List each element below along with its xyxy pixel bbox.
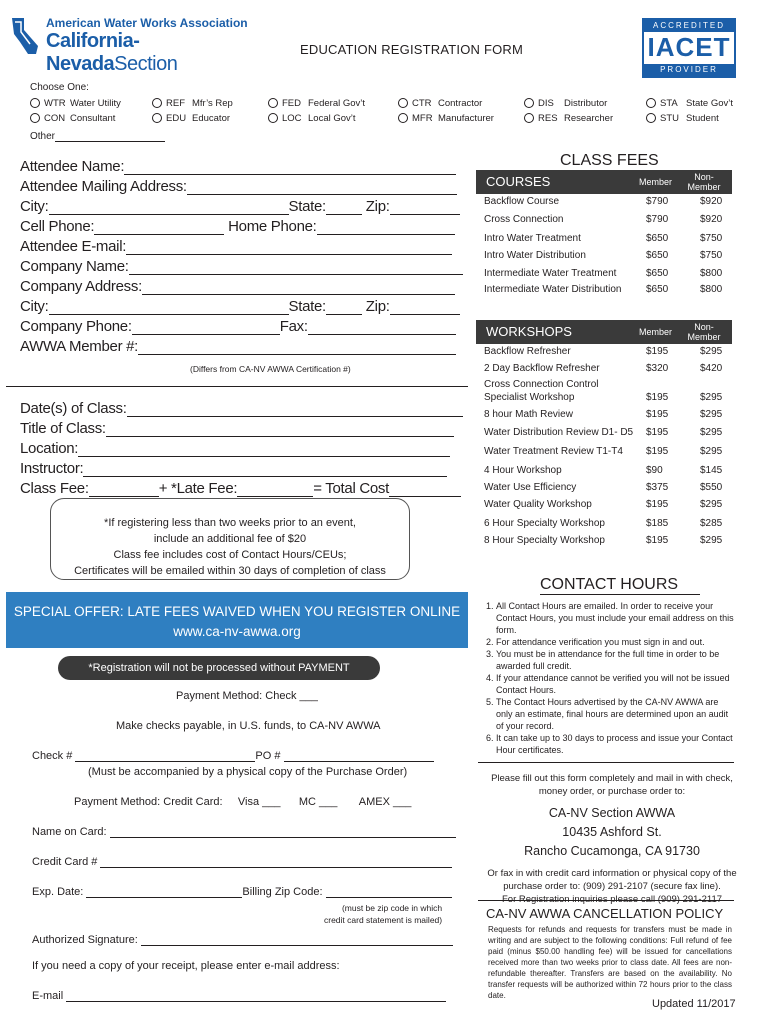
special-offer-banner: SPECIAL OFFER: LATE FEES WAIVED WHEN YOU REGISTER ONLINE www.ca-nv-awwa.org (6, 592, 468, 648)
page-title: EDUCATION REGISTRATION FORM (300, 42, 524, 57)
radio-button[interactable] (268, 98, 278, 108)
affiliation-option-dis[interactable]: DIS Distributor (524, 98, 607, 109)
cancellation-policy-text: Requests for refunds and requests for transfers must be made in writing and are subject to the following conditions: Full refund of fee paid (minus $50.00 handling fee) will be issued for cancellations received more than two weeks prior to class date. All fees are non-refundable thereafter. Transfers are based on the availability. No transfer requests will be authorized within 72 hours prior to the class date. (488, 925, 732, 1000)
org-name: American Water Works Association (46, 16, 248, 30)
radio-button[interactable] (30, 98, 40, 108)
fee-row: Water Distribution Review D1- D5 $195 $295 (484, 427, 723, 438)
other-field[interactable]: Other (30, 130, 165, 142)
radio-button[interactable] (524, 113, 534, 123)
class-location-field[interactable]: Location: (20, 440, 450, 457)
fee-row: 8 hour Math Review $195 $295 (484, 409, 723, 420)
fee-row: Backflow Course $790 $920 (484, 196, 723, 207)
class-fees-title: CLASS FEES (560, 152, 659, 169)
california-nevada-map-icon (10, 16, 40, 56)
contact-hours-item: 5. The Contact Hours advertised by the CA-NV AWWA are only an estimate, final hours are determined upon an audit of your record. (496, 696, 734, 732)
fee-row: Cross Connection Control (484, 379, 599, 390)
nonmember-label: Non- Member (687, 172, 721, 192)
radio-button[interactable] (524, 98, 534, 108)
mailing-instructions: Please fill out this form completely and mail in with check, money order, or purchase order to: CA-NV Section AWWA 10435 Ashford St. Rancho Cucamonga, CA 91730 Or fax in with credit card information or physical copy of the purchase order to: (909) 291-2107 (secure fax line). (487, 773, 737, 892)
affiliation-option-wtr[interactable]: WTR Water Utility (30, 98, 121, 109)
fee-row: Intro Water Distribution $650 $750 (484, 250, 723, 261)
choose-one-label: Choose One: (30, 82, 89, 93)
affiliation-option-loc[interactable]: LOC Local Gov’t (268, 113, 356, 124)
fee-row: Specialist Workshop $195 $295 (484, 392, 723, 403)
affiliation-option-ref[interactable]: REF Mfr’s Rep (152, 98, 233, 109)
amex-option: AMEX ___ (358, 796, 412, 808)
po-note: (Must be accompanied by a physical copy of the Purchase Order) (88, 766, 408, 778)
signature-field[interactable]: Authorized Signature: (32, 934, 453, 946)
class-title-field[interactable]: Title of Class: (20, 420, 454, 437)
fee-row: Water Use Efficiency $375 $550 (484, 482, 723, 493)
affiliation-option-mfr[interactable]: MFR Manufacturer (398, 113, 494, 124)
contact-hours-item: 2. For attendance verification you must sign in and out. (496, 636, 734, 648)
card-number-field[interactable]: Credit Card # (32, 856, 452, 868)
radio-button[interactable] (398, 113, 408, 123)
contact-hours-item: 6. It can take up to 30 days to process and issue your Contact Hour certificates. (496, 732, 734, 756)
company-address-field[interactable]: Company Address: (20, 278, 455, 295)
affiliation-option-res[interactable]: RES Researcher (524, 113, 613, 124)
radio-button[interactable] (30, 113, 40, 123)
affiliation-option-ctr[interactable]: CTR Contractor (398, 98, 482, 109)
payable-note: Make checks payable, in U.S. funds, to CA-NV AWWA (116, 720, 381, 732)
payment-method-check[interactable]: Payment Method: Check ___ (176, 690, 318, 702)
divider (540, 594, 700, 595)
divider (6, 386, 468, 387)
fee-row: Cross Connection $790 $920 (484, 214, 723, 225)
fee-row: 2 Day Backflow Refresher $320 $420 (484, 363, 723, 374)
fee-row: 4 Hour Workshop $90 $145 (484, 465, 723, 476)
contact-hours-list (484, 600, 734, 756)
nonmember-label: Non- Member (687, 322, 721, 342)
contact-hours-item: 3. You must be in attendance for the full time in order to be awarded full credit. (496, 648, 734, 672)
affiliation-option-edu[interactable]: EDU Educator (152, 113, 230, 124)
fee-row: 6 Hour Specialty Workshop $185 $285 (484, 518, 723, 529)
class-instructor-field[interactable]: Instructor: (20, 460, 447, 477)
fee-row: Water Treatment Review T1-T4 $195 $295 (484, 446, 723, 457)
company-phone-row[interactable]: Company Phone: Fax: (20, 318, 456, 335)
radio-button[interactable] (152, 98, 162, 108)
mc-option: MC ___ (298, 796, 338, 808)
class-fee-row[interactable]: Class Fee: + *Late Fee: = Total Cost (20, 480, 461, 497)
awwa-member-field[interactable]: AWWA Member #: (20, 338, 456, 355)
affiliation-option-sta[interactable]: STA State Gov’t (646, 98, 733, 109)
divider (478, 900, 734, 901)
attendee-city-row[interactable]: City: State: Zip: (20, 198, 460, 215)
attendee-phone-row[interactable]: Cell Phone: Home Phone: (20, 218, 455, 235)
receipt-email-field[interactable]: E-mail (32, 990, 446, 1002)
contact-hours-item: 4. If your attendance cannot be verified you will not be issued Contact Hours. (496, 672, 734, 696)
section-name: California-NevadaSection (46, 30, 178, 75)
member-note: (Differs from CA-NV AWWA Certification #) (190, 364, 351, 374)
org-logo (10, 14, 260, 75)
courses-header: COURSES Member Non- Member (476, 170, 732, 194)
radio-button[interactable] (268, 113, 278, 123)
radio-button[interactable] (398, 98, 408, 108)
attendee-name-field[interactable]: Attendee Name: (20, 158, 456, 175)
affiliation-option-fed[interactable]: FED Federal Gov’t (268, 98, 365, 109)
fee-row: 8 Hour Specialty Workshop $195 $295 (484, 535, 723, 546)
visa-option: Visa ___ (237, 796, 281, 808)
iacet-badge: ACCREDITED IACET PROVIDER (642, 18, 736, 78)
attendee-mailing-field[interactable]: Attendee Mailing Address: (20, 178, 457, 195)
name-on-card-field[interactable]: Name on Card: (32, 826, 456, 838)
divider (478, 762, 734, 763)
fee-row: Intermediate Water Treatment $650 $800 (484, 268, 723, 279)
radio-button[interactable] (646, 113, 656, 123)
fee-row: Intro Water Treatment $650 $750 (484, 233, 723, 244)
fee-row: Intermediate Water Distribution $650 $800 (484, 284, 723, 295)
affiliation-option-stu[interactable]: STU Student (646, 113, 719, 124)
class-dates-field[interactable]: Date(s) of Class: (20, 400, 463, 417)
company-name-field[interactable]: Company Name: (20, 258, 463, 275)
receipt-note: If you need a copy of your receipt, please enter e-mail address: (32, 960, 340, 972)
fee-row: Backflow Refresher $195 $295 (484, 346, 723, 357)
attendee-email-field[interactable]: Attendee E-mail: (20, 238, 452, 255)
payment-method-card[interactable]: Payment Method: Credit Card: Visa ___ MC ___ AMEX ___ (74, 796, 412, 808)
radio-button[interactable] (152, 113, 162, 123)
exp-zip-row[interactable]: Exp. Date: Billing Zip Code: (32, 886, 452, 898)
radio-button[interactable] (646, 98, 656, 108)
affiliation-option-con[interactable]: CON Consultant (30, 113, 115, 124)
contact-hours-title: CONTACT HOURS (540, 576, 679, 593)
cancellation-policy-title: CA-NV AWWA CANCELLATION POLICY (486, 906, 724, 921)
fee-row: Water Quality Workshop $195 $295 (484, 499, 723, 510)
check-po-row[interactable]: Check # PO # (32, 750, 434, 762)
website-link[interactable]: www.ca-nv-awwa.org (173, 624, 301, 639)
late-fee-note: *If registering less than two weeks prior to an event, include an additional fee of $20 Class fee includes cost of Contact Hours/CEUs; Certificates will be emailed within 30 days of completion of class (50, 498, 410, 580)
payment-required-banner: *Registration will not be processed without PAYMENT (58, 656, 380, 680)
updated-date: Updated 11/2017 (652, 998, 736, 1010)
workshops-header: WORKSHOPS Member Non- Member (476, 320, 732, 344)
company-city-row[interactable]: City: State: Zip: (20, 298, 460, 315)
contact-hours-item: 1. All Contact Hours are emailed. In order to receive your Contact Hours, you must include your email address on this form. (496, 600, 734, 636)
zip-note: (must be zip code in which credit card statement is mailed) (324, 903, 443, 925)
